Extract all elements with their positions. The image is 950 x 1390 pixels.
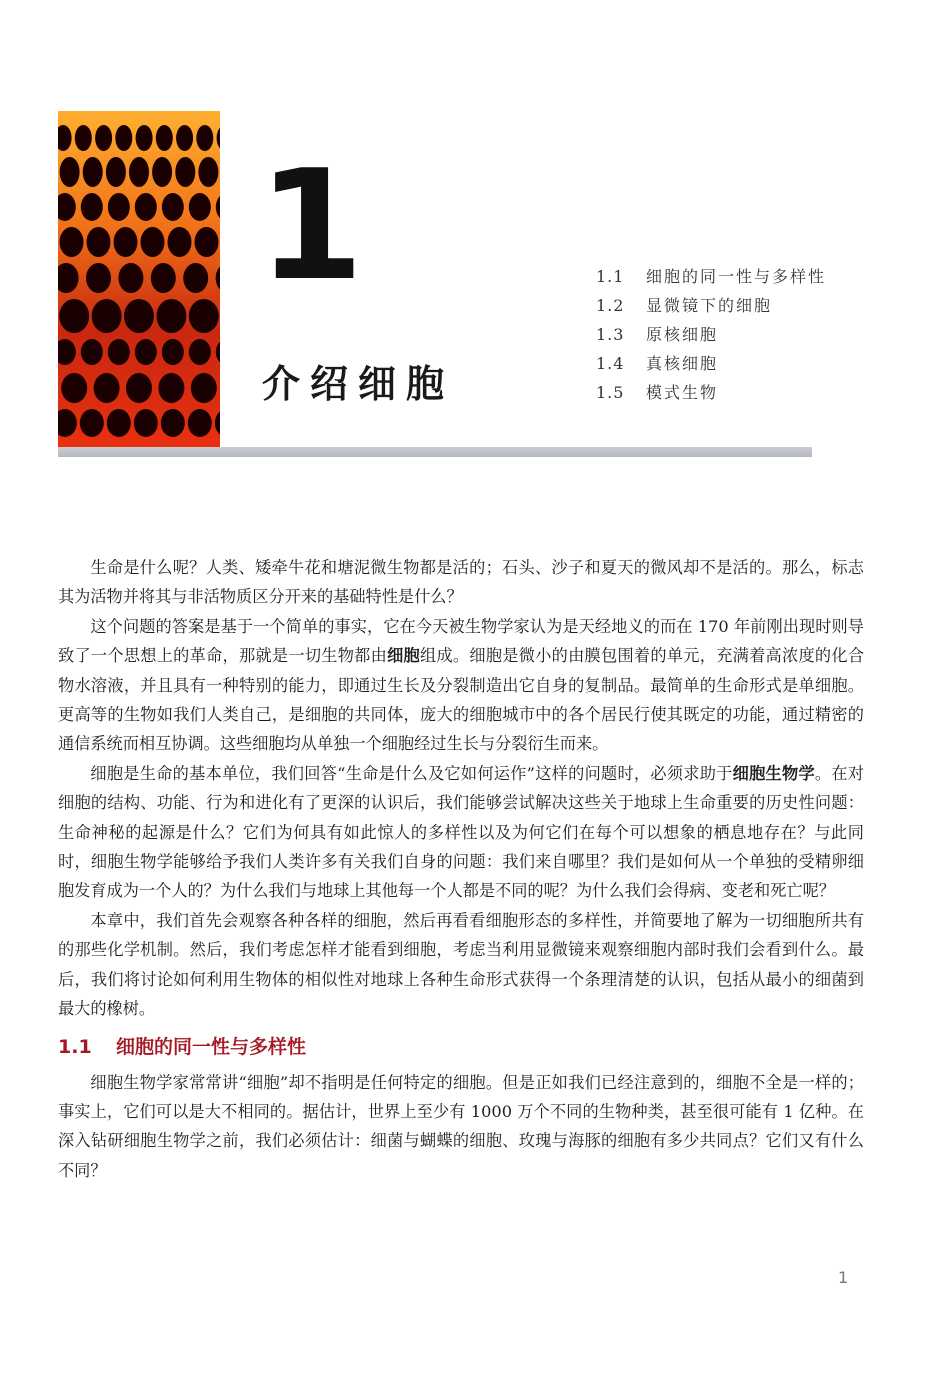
toc-number: 1.3 — [596, 325, 625, 344]
text-run: 细胞是生命的基本单位，我们回答“生命是什么及它如何运作”这样的问题时，必须求助于 — [90, 763, 733, 783]
cell-shape — [81, 193, 103, 221]
paragraph-unity-diversity: 细胞生物学家常常讲“细胞”却不指明是任何特定的细胞。但是正如我们已经注意到的，细胞不全是一样的；事实上，它们可以是大不相同的。据估计，世界上至少有 1000 万个不同的生物种类，甚至很可能有 1 亿种。在深入钻研细胞生物学之前，我们必须估计：细菌与蝴蝶的细胞、玫瑰与海豚的细胞有多少共同点？它们又有什么不同？ — [58, 1072, 864, 1180]
paragraph-cell-biology — [58, 759, 864, 906]
cell-shape — [106, 157, 126, 187]
cell-shape — [61, 373, 87, 403]
cell-shape — [198, 157, 218, 187]
cell-shape — [60, 227, 84, 257]
toc-label: 原核细胞 — [646, 325, 719, 344]
toc-label: 显微镜下的细胞 — [646, 296, 773, 315]
cell-shape — [156, 299, 186, 333]
cell-shape — [183, 263, 208, 293]
cell-shape — [152, 157, 172, 187]
cell-shape — [95, 125, 112, 151]
cell-shape — [59, 299, 89, 333]
cell-shape — [108, 193, 130, 221]
cell-shape — [196, 125, 213, 151]
chapter-contents — [596, 262, 826, 407]
cell-micrograph-illustration — [58, 111, 220, 447]
toc-item-1-4[interactable] — [596, 349, 826, 378]
cell-shape — [114, 227, 138, 257]
cell-shape — [156, 125, 173, 151]
toc-number: 1.2 — [596, 296, 625, 315]
cell-shape — [129, 157, 149, 187]
cell-shape — [92, 299, 122, 333]
cell-shape — [126, 373, 152, 403]
toc-number: 1.5 — [596, 383, 625, 402]
main-text — [58, 553, 864, 1185]
cell-shape — [115, 125, 132, 151]
cell-shape — [188, 409, 212, 437]
key-term-cell: 细胞 — [387, 646, 421, 666]
cell-shape — [81, 339, 103, 365]
paragraph-cell-theory — [58, 612, 864, 759]
cell-shape — [189, 299, 219, 333]
cell-shape — [141, 227, 165, 257]
cell-shape — [151, 263, 176, 293]
toc-number: 1.1 — [596, 267, 625, 286]
cell-shape — [87, 227, 111, 257]
cell-shape — [175, 157, 195, 187]
cell-shape — [189, 193, 211, 221]
section-number: 1.1 — [58, 1035, 92, 1058]
chapter-title: 介绍细胞 — [262, 362, 455, 406]
text-run: 。在对细胞的结构、功能、行为和进化有了更深的认识后，我们能够尝试解决这些关于地球上生命重要的历史性问题：生命神秘的起源是什么？它们为何具有如此惊人的多样性以及为何它们在每个可以想象的栖息地存在？与此同时，细胞生物学能够给予我们人类许多有关我们自身的问题：我们来自哪里？我们是如何从一个单独的受精卵细胞发育成为一个人的？为什么我们与地球上其他每一个人都是不同的呢？为什么我们会得病、变老和死亡呢？ — [58, 763, 864, 901]
cell-shape — [83, 157, 103, 187]
text-run: 组成。细胞是微小的由膜包围着的单元，充满着高浓度的化合物水溶液，并且具有一种特别的能力，即通过生长及分裂制造出它自身的复制品。最简单的生命形式是单细胞。更高等的生物如我们人类自己，是细胞的共同体，庞大的细胞城市中的各个居民行使其既定的功能，通过精密的通信系统而相互协调。这些细胞均从单独一个细胞经过生长与分裂衍生而来。 — [58, 646, 865, 754]
cell-shape — [75, 125, 92, 151]
cell-shape — [162, 193, 184, 221]
cell-shape — [168, 227, 192, 257]
cell-shape — [161, 409, 185, 437]
key-term-cell-biology: 细胞生物学 — [732, 763, 815, 783]
cell-shape — [94, 373, 120, 403]
section-heading-1-1 — [58, 1030, 864, 1064]
cell-shape — [124, 299, 154, 333]
chapter-cell-micrograph — [58, 111, 220, 447]
cell-shape — [158, 373, 184, 403]
section-title: 细胞的同一性与多样性 — [116, 1035, 307, 1058]
cell-shape — [136, 125, 153, 151]
toc-item-1-1[interactable] — [596, 262, 826, 291]
toc-number: 1.4 — [596, 354, 625, 373]
cell-shape — [176, 125, 193, 151]
cell-shape — [135, 193, 157, 221]
cell-shape — [80, 409, 104, 437]
cell-shape — [108, 339, 130, 365]
toc-label: 模式生物 — [646, 383, 719, 402]
cell-shape — [86, 263, 111, 293]
cell-shape — [118, 263, 143, 293]
toc-item-1-3[interactable] — [596, 320, 826, 349]
chapter-number: 1 — [258, 137, 364, 314]
cell-shape — [135, 339, 157, 365]
cell-shape — [107, 409, 131, 437]
cell-shape — [134, 409, 158, 437]
paragraph-intro: 生命是什么呢？人类、矮牵牛花和塘泥微生物都是活的；石头、沙子和夏天的微风却不是活的。那么，标志其为活物并将其与非活物质区分开来的基础特性是什么？ — [58, 558, 864, 607]
cell-shape — [195, 227, 219, 257]
toc-label: 细胞的同一性与多样性 — [646, 267, 827, 286]
toc-label: 真核细胞 — [646, 354, 719, 373]
chapter-header-rule — [58, 447, 812, 457]
page-number: 1 — [838, 1268, 849, 1287]
cell-shape — [191, 373, 217, 403]
text-run: 这个问题的答案是基于一个简单的事实，它在今天被生物学家认为是天经地义的而在 170 年前刚出现时则导致了一个思想上的革命，那就是一切生物都由 — [58, 616, 864, 666]
paragraph-chapter-overview: 本章中，我们首先会观察各种各样的细胞，然后再看看细胞形态的多样性，并简要地了解为一切细胞所共有的那些化学机制。然后，我们考虑怎样才能看到细胞，考虑当利用显微镜来观察细胞内部时我们会看到什么。最后，我们将讨论如何利用生物体的相似性对地球上各种生命形式获得一个条理清楚的认识，包括从最小的细菌到最大的橡树。 — [58, 910, 864, 1019]
cell-shape — [189, 339, 211, 365]
toc-item-1-2[interactable] — [596, 291, 826, 320]
cell-shape — [60, 157, 80, 187]
cell-shape — [162, 339, 184, 365]
toc-item-1-5[interactable] — [596, 378, 826, 407]
